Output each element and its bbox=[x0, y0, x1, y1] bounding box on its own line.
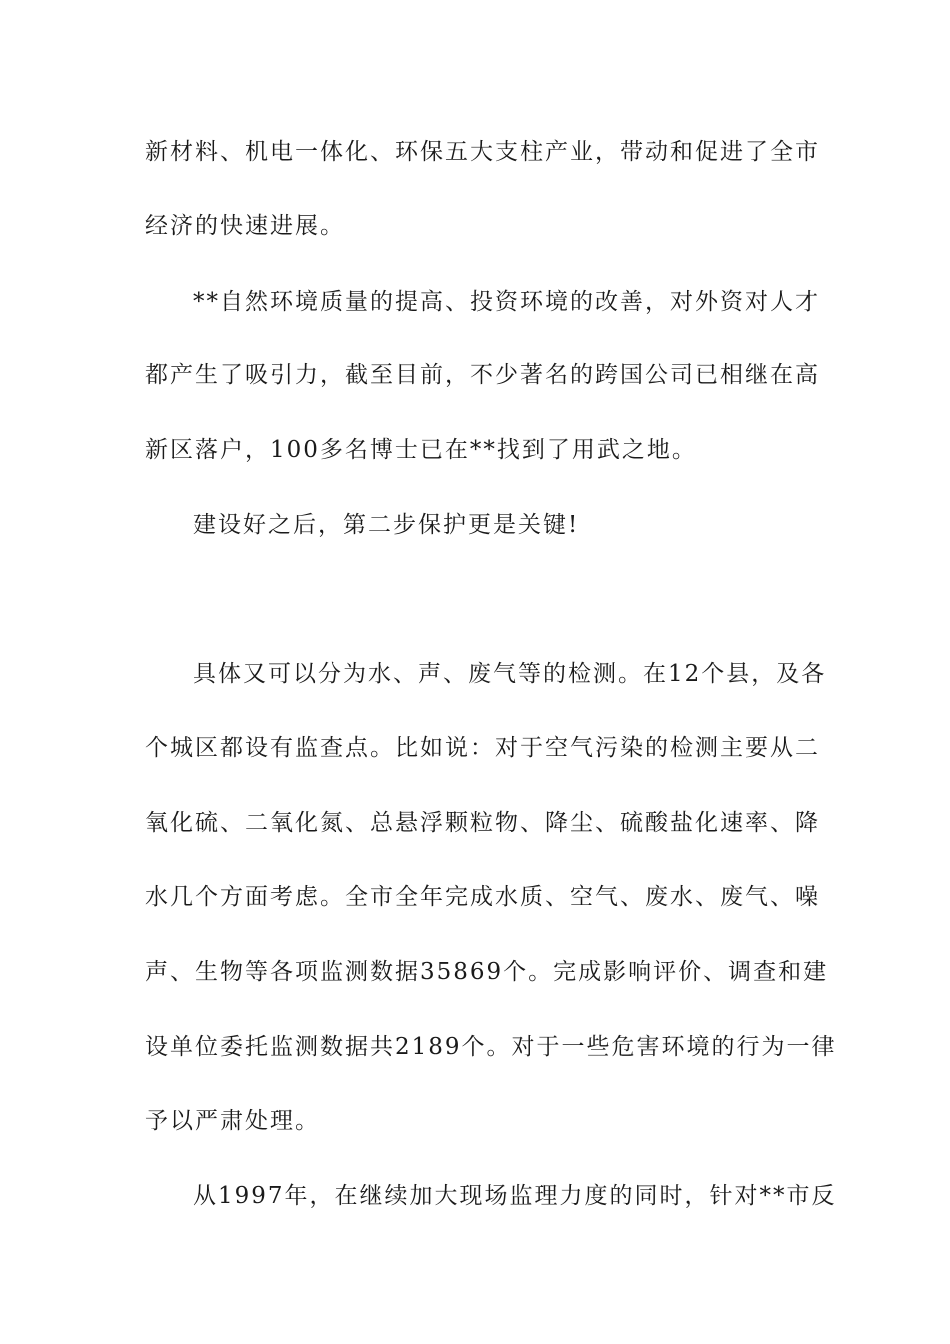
paragraph-line: 从1997年，在继续加大现场监理力度的同时，针对**市反 bbox=[193, 1183, 837, 1209]
paragraph-line: **自然环境质量的提高、投资环境的改善，对外资对人才 bbox=[193, 289, 820, 315]
paragraph-line: 水几个方面考虑。全市全年完成水质、空气、废水、废气、噪 bbox=[145, 884, 820, 910]
paragraph-line: 具体又可以分为水、声、废气等的检测。在12个县，及各 bbox=[193, 661, 827, 687]
paragraph-line: 建设好之后，第二步保护更是关键! bbox=[193, 512, 580, 538]
paragraph-line: 新材料、机电一体化、环保五大支柱产业，带动和促进了全市 bbox=[145, 139, 820, 165]
paragraph-line: 经济的快速进展。 bbox=[145, 213, 345, 239]
paragraph-line: 新区落户，100多名博士已在**找到了用武之地。 bbox=[145, 437, 697, 463]
paragraph-line: 个城区都设有监查点。比如说：对于空气污染的检测主要从二 bbox=[145, 735, 820, 761]
paragraph-line: 声、生物等各项监测数据35869个。完成影响评价、调查和建 bbox=[145, 959, 829, 985]
paragraph-line: 予以严肃处理。 bbox=[145, 1108, 320, 1134]
paragraph-line: 都产生了吸引力，截至目前，不少著名的跨国公司已相继在高 bbox=[145, 362, 820, 388]
paragraph-line: 设单位委托监测数据共2189个。对于一些危害环境的行为一律 bbox=[145, 1034, 837, 1060]
paragraph-line: 氧化硫、二氧化氮、总悬浮颗粒物、降尘、硫酸盐化速率、降 bbox=[145, 810, 820, 836]
